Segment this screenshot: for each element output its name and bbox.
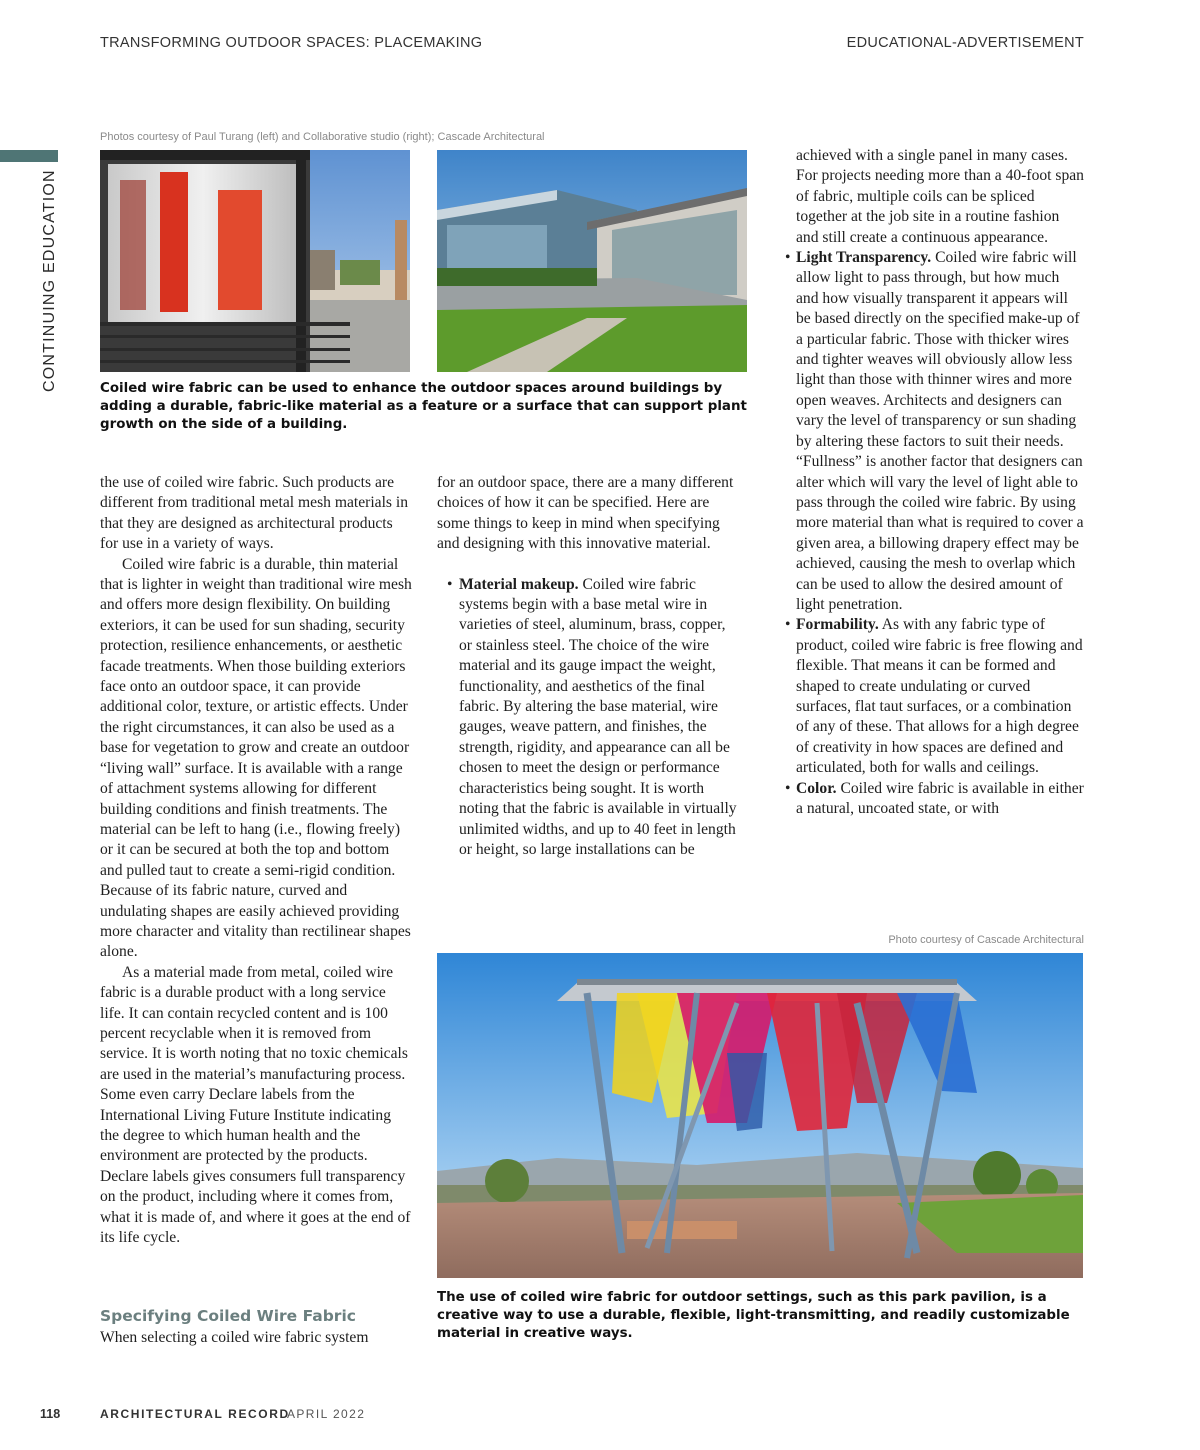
paragraph: As a material made from metal, coiled wire fabric is a durable product with a long service life. It can contain recycled content and is 100 percent recyclable when it is removed from service. It is worth noting that no toxic chemicals are used in the material’s manufacturing process. Some even carry Declare labels from the International Living Future Institute indicating the degree to which human health and the environment are protected by the products. Declare labels gives consumers full transparency on the product, including where it comes from, what it is made of, and where it goes at the end of its life cycle.	[100, 963, 411, 1247]
issue-date: APRIL 2022	[287, 1407, 366, 1421]
bullet-title: Light Transparency.	[796, 249, 932, 267]
running-header-left: TRANSFORMING OUTDOOR SPACES: PLACEMAKING	[100, 35, 483, 51]
section-subheading: Specifying Coiled Wire Fabric	[100, 1307, 356, 1325]
photo-credit-bottom: Photo courtesy of Cascade Architectural	[888, 934, 1084, 946]
page-number: 118	[40, 1407, 61, 1421]
bullet-title: Material makeup.	[459, 575, 579, 593]
bullet-text: Coiled wire fabric will allow light to pass through, but how much and how visually transparent it appears will be based directly on the specified make-up of a particular fabric. Those with thicker wires and tighter weaves will obviously allow less light than those with thinner wires and more open weaves. Architects and designers can vary the level of transparency or sun shading by altering these factors to suit their needs. “Fullness” is another factor that designers can alter which will vary the level of light able to pass through the coiled wire fabric. By using more material than what is required to cover a given area, a billowing drapery effect may be achieved, causing the mesh to overlap which can be used to allow the desired amount of light penetration.	[796, 249, 1084, 613]
paragraph: achieved with a single panel in many cases. For projects needing more than a 40-foot span of fabric, multiple coils can be spliced together at the job site in a routine fashion and still create a continuous appearance.	[796, 147, 1084, 246]
paragraph: for an outdoor space, there are a many different choices of how it can be specified. Here are some things to keep in mind when specifying and designing with this innovative material.	[437, 474, 734, 553]
photo-credit-top: Photos courtesy of Paul Turang (left) and Collaborative studio (right); Cascade Architectural	[100, 131, 545, 143]
photo-building-facade-lawn	[437, 150, 747, 372]
bullet-text: As with any fabric type of product, coiled wire fabric is free flowing and flexible. That means it can be formed and shaped to create undulating or curved surfaces, flat taut surfaces, or a combination of any of these. That allows for a high degree of creativity in how spaces are defined and articulated, both for walls and ceilings.	[796, 616, 1083, 777]
bullet-item: • Material makeup. Coiled wire fabric systems begin with a base metal wire in varieties of steel, aluminum, brass, copper, or stainless steel. The choice of the wire material and its gauge impact the weight, functionality, and aesthetics of the final fabric. By altering the base material, wire gauges, weave pattern, and finishes, the strength, rigidity, and appearance can all be chosen to meet the design or performance characteristics being sought. It is worth noting that the fabric is available in virtually unlimited widths, and up to 40 feet in length or height, so large installations can be	[447, 575, 737, 858]
paragraph: When selecting a coiled wire fabric system	[100, 1329, 369, 1346]
body-column-3	[784, 146, 1084, 819]
caption-top-photos: Coiled wire fabric can be used to enhance the outdoor spaces around buildings by adding a durable, fabric-like material as a feature or a surface that can support plant growth on the side of a building.	[100, 381, 747, 432]
bullet-title: Formability.	[796, 616, 879, 634]
photo-pergola-wire-fabric	[100, 150, 410, 372]
section-tab-marker	[0, 150, 58, 162]
bullet-item: • Formability. As with any fabric type of product, coiled wire fabric is free flowing and flexible. That means it can be formed and shaped to create undulating or curved surfaces, flat taut surfaces, or a combination of any of these. That allows for a high degree of creativity in how spaces are defined and articulated, both for walls and ceilings.	[785, 616, 1083, 777]
paragraph: the use of coiled wire fabric. Such products are different from traditional metal mesh materials in that they are designed as architectural products for use in a variety of ways.	[100, 474, 409, 553]
body-column-1	[100, 473, 412, 1248]
magazine-name: ARCHITECTURAL RECORD	[100, 1407, 290, 1421]
bullet-title: Color.	[796, 779, 837, 797]
caption-bottom-photo: The use of coiled wire fabric for outdoor settings, such as this park pavilion, is a creative way to use a durable, flexible, light-transmitting, and readily customizable material in creative ways.	[437, 1290, 1070, 1341]
side-section-label: CONTINUING EDUCATION	[41, 169, 58, 392]
photo-park-pavilion	[437, 953, 1083, 1278]
bullet-item: • Light Transparency. Coiled wire fabric will allow light to pass through, but how much and how visually transparent it appears will be based directly on the specified make-up of a particular fabric. Those with thicker wires and tighter weaves will obviously allow less light than those with thinner wires and more open weaves. Architects and designers can vary the level of transparency or sun shading by altering these factors to suit their needs. “Fullness” is another factor that designers can alter which will vary the level of light able to pass through the coiled wire fabric. By using more material than what is required to cover a given area, a billowing drapery effect may be achieved, causing the mesh to overlap which can be used to allow the desired amount of light penetration.	[785, 249, 1084, 613]
bullet-text: Coiled wire fabric systems begin with a base metal wire in varieties of steel, aluminum, brass, copper, or stainless steel. The choice of the wire material and its gauge impact the weight, functionality, and aesthetics of the final fabric. By altering the base material, wire gauges, weave pattern, and finishes, the strength, rigidity, and appearance can all be chosen to meet the design or performance characteristics being sought. It is worth noting that the fabric is available in virtually unlimited widths, and up to 40 feet in length or height, so large installations can be	[459, 575, 737, 858]
paragraph: Coiled wire fabric is a durable, thin material that is lighter in weight than traditional wire mesh and offers more design flexibility. On building exteriors, it can be used for sun shading, security protection, resilience enhancements, or aesthetic facade treatments. When those building exteriors face onto an outdoor space, it can provide additional color, texture, or artistic effects. Under the right circumstances, it can also be used as a base for vegetation to grow and create an outdoor “living wall” surface. It is available with a range of attachment systems allowing for different building conditions and finish treatments. The material can be left to hang (i.e., flowing freely) or it can be secured at both the top and bottom and pulled taut to create a semi-rigid condition. Because of its fabric nature, curved and undulating shapes are easily achieved providing more character and vitality than rectilinear shapes alone.	[100, 555, 412, 961]
body-column-2	[437, 473, 742, 860]
bullet-item: • Color. Coiled wire fabric is available in either a natural, uncoated state, or with	[785, 779, 1084, 817]
running-header-right: EDUCATIONAL-ADVERTISEMENT	[846, 35, 1084, 51]
bullet-text: Coiled wire fabric is available in either a natural, uncoated state, or with	[796, 779, 1084, 817]
